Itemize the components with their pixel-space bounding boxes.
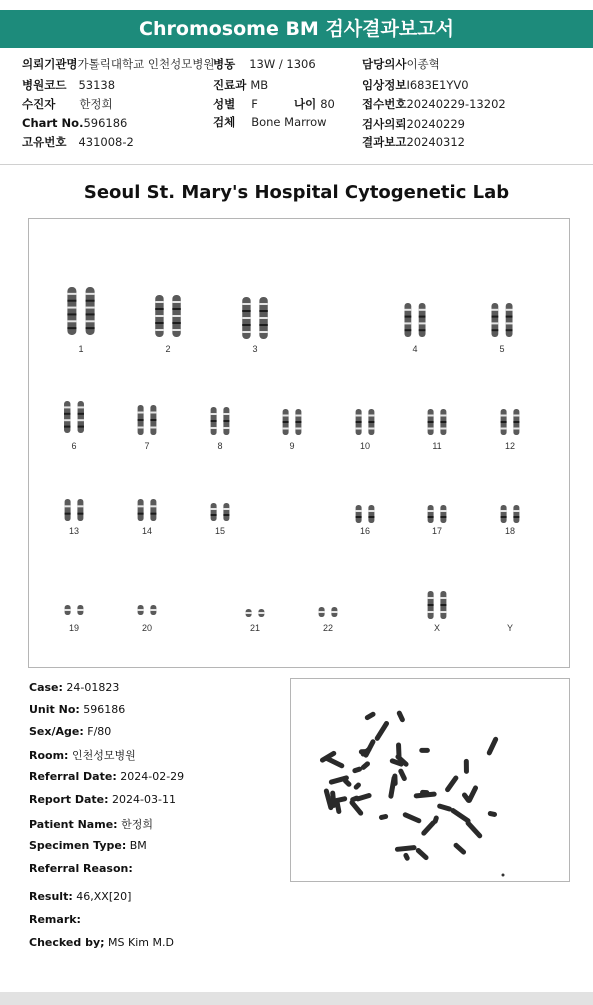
chromosome-label: 4 — [412, 344, 418, 354]
chromosome-10 — [356, 409, 375, 451]
chromosome-19 — [65, 605, 84, 633]
case-field: Case: 24-01823 — [29, 681, 120, 694]
chromosome-band — [506, 309, 513, 311]
metaphase-chromosome — [486, 736, 499, 756]
chromosome-band — [356, 428, 362, 430]
report-date-field: Report Date: 2024-03-11 — [29, 793, 176, 806]
specimen-type-field: Specimen Type: BM — [29, 839, 147, 852]
chromosome-band — [223, 508, 229, 510]
chromosome-band — [491, 322, 498, 324]
chromosome-label: X — [433, 623, 441, 633]
chromosome-band — [428, 421, 434, 423]
metaphase-chromosome — [378, 813, 388, 820]
field-ward: 병동 13W / 1306 — [213, 57, 316, 71]
chromosome-band — [428, 604, 434, 606]
lab-title: Seoul St. Mary's Hospital Cytogenetic Lab — [83, 182, 510, 203]
chromosome-band — [138, 609, 144, 611]
metaphase-chromosome — [403, 852, 411, 861]
metaphase-chromosome — [444, 774, 459, 793]
chromosome-15 — [211, 503, 230, 536]
chromosome-21 — [246, 609, 265, 633]
chromosome-band — [506, 329, 513, 331]
chromosome-band — [242, 317, 250, 319]
chromosome-label: 2 — [165, 344, 171, 354]
chromosome-band — [67, 307, 76, 309]
field-patient: 수진자 한정희 — [22, 97, 113, 111]
chromosome-band — [64, 426, 70, 428]
chromosome-band — [259, 317, 267, 319]
chromatid — [64, 401, 70, 433]
chromosome-band — [404, 329, 411, 331]
chromosome-11 — [428, 409, 447, 451]
chromosome-band — [319, 611, 325, 613]
chromosome-13 — [65, 499, 84, 536]
chromatid — [428, 505, 434, 523]
metaphase-chromosome — [352, 766, 363, 774]
chromosome-band — [64, 419, 70, 421]
sex-age-field: Sex/Age: F/80 — [29, 725, 112, 738]
chromosome-band — [368, 421, 374, 423]
chromosome-band — [172, 301, 180, 303]
chromatid — [419, 303, 426, 337]
chromosome-band — [513, 415, 519, 417]
chromosome-label: 15 — [214, 526, 226, 536]
chromosome-band — [259, 303, 267, 305]
chromosome-label: Y — [506, 623, 514, 633]
chromosome-band — [419, 329, 426, 331]
chromosome-band — [283, 415, 289, 417]
chromosome-band — [428, 597, 434, 599]
chromosome-band — [150, 609, 156, 611]
field-hospital-code: 병원코드 53138 — [22, 78, 116, 92]
chromosome-16 — [356, 505, 375, 536]
chromosome-band — [242, 324, 250, 326]
chromosome-band — [419, 309, 426, 311]
field-report-date: 결과보고20240312 — [362, 135, 465, 149]
chromosome-band — [64, 413, 70, 415]
metaphase-chromosome — [402, 811, 422, 824]
chromosome-x — [428, 591, 447, 633]
chromosome-band — [295, 421, 301, 423]
chromosome-17 — [428, 505, 447, 536]
chromosome-label: 6 — [71, 441, 77, 451]
chromosome-band — [138, 513, 144, 515]
metaphase-chromosome — [388, 775, 397, 799]
chromosome-8 — [211, 407, 230, 451]
chromosome-band — [513, 516, 519, 518]
chromosome-band — [150, 419, 156, 421]
field-institution: 의뢰기관명가톨릭대학교 인천성모병원 — [22, 57, 215, 71]
chromosome-band — [513, 421, 519, 423]
patient-info-block — [0, 48, 593, 165]
chromosome-band — [67, 293, 76, 295]
chromosome-label: 7 — [144, 441, 150, 451]
chromosome-22 — [319, 607, 338, 633]
chromosome-band — [428, 428, 434, 430]
chromatid — [368, 505, 374, 523]
metaphase-chromosome — [453, 842, 468, 856]
chromosome-band — [356, 516, 362, 518]
chromosome-label: 21 — [249, 623, 261, 633]
chromosome-band — [242, 310, 250, 312]
chromosome-band — [211, 413, 217, 415]
chromosome-6 — [64, 401, 84, 451]
chromosome-label: 19 — [68, 623, 80, 633]
chromosome-label: 11 — [432, 441, 442, 451]
chromosome-band — [506, 316, 513, 318]
chromosome-y — [507, 623, 513, 633]
metaphase-chromosome — [363, 738, 377, 758]
chromosome-band — [440, 516, 446, 518]
chromosome-band — [223, 420, 229, 422]
chromosome-5 — [491, 303, 512, 354]
chromosome-band — [295, 415, 301, 417]
metaphase-chromosome — [464, 759, 469, 774]
chromosome-band — [78, 419, 84, 421]
field-request-date: 검사의뢰20240229 — [362, 117, 465, 131]
chromosome-12 — [501, 409, 520, 451]
metaphase-chromosome — [415, 847, 430, 861]
chromosome-band — [64, 406, 70, 408]
chromatid — [501, 505, 507, 523]
report-body — [0, 172, 593, 992]
chromosome-band — [331, 611, 337, 613]
chromatid — [491, 303, 498, 337]
chromosome-label: 20 — [141, 623, 153, 633]
chromosome-label: 18 — [504, 526, 516, 536]
metaphase-chromosome — [419, 748, 430, 753]
chromosome-band — [404, 316, 411, 318]
chromosome-band — [155, 308, 163, 310]
chromosome-band — [155, 322, 163, 324]
chromosome-band — [501, 428, 507, 430]
field-age: 나이 80 — [294, 97, 335, 111]
chromosome-label: 10 — [359, 441, 371, 451]
chromatid — [211, 503, 217, 521]
chromosome-band — [211, 427, 217, 429]
metaphase-image — [291, 679, 569, 881]
metaphase-chromosome — [333, 796, 347, 804]
chromatid — [78, 401, 84, 433]
chromosome-band — [86, 313, 95, 315]
checked-by-field: Checked by; MS Kim M.D — [29, 936, 174, 949]
chromosome-band — [440, 421, 446, 423]
karyotype-image — [29, 219, 569, 667]
field-clinical-info: 임상정보I683E1YV0 — [362, 78, 469, 92]
chromosome-7 — [138, 405, 157, 451]
field-chart-no: Chart No.596186 — [22, 116, 128, 130]
report-title: Chromosome BM 검사결과보고서 — [0, 10, 593, 48]
chromosome-band — [211, 420, 217, 422]
metaphase-chromosome — [359, 749, 369, 754]
chromosome-band — [440, 597, 446, 599]
chromatid — [223, 503, 229, 521]
chromosome-band — [368, 428, 374, 430]
chromosome-band — [86, 320, 95, 322]
chromosome-3 — [242, 297, 268, 354]
chromosome-band — [501, 510, 507, 512]
chromosome-band — [155, 315, 163, 317]
chromosome-14 — [138, 499, 157, 536]
chromosome-band — [223, 413, 229, 415]
chromatid — [356, 505, 362, 523]
chromosome-band — [356, 510, 362, 512]
chromatid — [513, 505, 519, 523]
chromosome-band — [440, 510, 446, 512]
chromosome-band — [404, 322, 411, 324]
field-department: 진료과 MB — [213, 78, 269, 92]
chromosome-band — [86, 300, 95, 302]
chromosome-band — [283, 428, 289, 430]
metaphase-chromosome — [395, 845, 417, 852]
chromosome-band — [428, 611, 434, 613]
metaphase-chromosome — [465, 819, 484, 839]
chromosome-2 — [155, 295, 181, 354]
chromatid — [138, 499, 144, 521]
metaphase-chromosome — [374, 720, 390, 742]
field-specimen: 검체 Bone Marrow — [213, 115, 327, 129]
chromosome-20 — [138, 605, 157, 633]
chromosome-band — [368, 510, 374, 512]
chromosome-band — [404, 309, 411, 311]
chromosome-band — [501, 415, 507, 417]
chromosome-label: 13 — [68, 526, 80, 536]
metaphase-chromosome — [397, 768, 407, 782]
metaphase-chromosome — [487, 811, 497, 818]
chromosome-band — [259, 310, 267, 312]
page-footer — [0, 992, 593, 1005]
chromosome-label: 16 — [359, 526, 371, 536]
chromosome-band — [67, 300, 76, 302]
chromosome-label: 8 — [217, 441, 223, 451]
chromosome-band — [65, 513, 71, 515]
field-sex: 성별 F — [213, 97, 258, 111]
chromosome-band — [138, 419, 144, 421]
chromosome-band — [77, 513, 83, 515]
chromosome-band — [283, 421, 289, 423]
chromatid — [65, 499, 71, 521]
chromosome-band — [78, 413, 84, 415]
metaphase-chromosome — [396, 742, 402, 759]
chromosome-band — [440, 604, 446, 606]
chromosome-band — [428, 510, 434, 512]
chromosome-band — [150, 505, 156, 507]
chromosome-band — [172, 308, 180, 310]
chromosome-band — [77, 505, 83, 507]
chromosome-band — [258, 612, 264, 614]
chromosome-4 — [404, 303, 425, 354]
chromatid — [440, 505, 446, 523]
chromosome-band — [138, 412, 144, 414]
chromosome-band — [356, 415, 362, 417]
chromosome-1 — [67, 287, 94, 354]
chromosome-band — [295, 428, 301, 430]
patient-name-field: Patient Name: 한정희 — [29, 818, 153, 831]
result-field: Result: 46,XX[20] — [29, 890, 132, 903]
metaphase-chromosome — [396, 710, 406, 723]
unit-no-field: Unit No: 596186 — [29, 703, 126, 716]
chromosome-band — [368, 415, 374, 417]
chromosome-band — [86, 307, 95, 309]
report-header — [0, 0, 593, 172]
chromosome-9 — [283, 409, 302, 451]
chromosome-band — [491, 309, 498, 311]
chromosome-band — [428, 516, 434, 518]
chromosome-band — [242, 303, 250, 305]
chromosome-band — [259, 331, 267, 333]
chromosome-band — [491, 316, 498, 318]
chromosome-band — [78, 426, 84, 428]
chromosome-band — [223, 427, 229, 429]
chromosome-band — [491, 329, 498, 331]
chromosome-18 — [501, 505, 520, 536]
karyotype-panel — [28, 218, 570, 668]
chromosome-band — [428, 415, 434, 417]
chromosome-band — [246, 612, 252, 614]
room-field: Room: 인천성모병원 — [29, 749, 136, 762]
chromosome-band — [356, 421, 362, 423]
chromosome-label: 1 — [78, 344, 84, 354]
metaphase-chromosome — [355, 792, 372, 802]
chromosome-band — [419, 316, 426, 318]
chromosome-band — [513, 428, 519, 430]
debris-dot — [502, 874, 505, 877]
chromosome-band — [86, 327, 95, 329]
chromosome-band — [65, 609, 71, 611]
chromosome-band — [259, 324, 267, 326]
chromosome-band — [86, 293, 95, 295]
chromosome-band — [501, 516, 507, 518]
chromosome-band — [65, 505, 71, 507]
chromosome-band — [155, 301, 163, 303]
metaphase-chromosome — [364, 711, 377, 721]
chromosome-band — [150, 427, 156, 429]
chromosome-band — [78, 406, 84, 408]
chromosome-band — [172, 315, 180, 317]
referral-reason-field: Referral Reason: — [29, 862, 133, 875]
referral-date-field: Referral Date: 2024-02-29 — [29, 770, 185, 783]
chromosome-label: 22 — [322, 623, 334, 633]
chromosome-band — [440, 428, 446, 430]
chromatid — [77, 499, 83, 521]
field-doctor: 담당의사이종혁 — [362, 57, 440, 71]
chromosome-label: 17 — [431, 526, 443, 536]
chromosome-label: 12 — [504, 441, 516, 451]
chromosome-band — [211, 508, 217, 510]
metaphase-chromosome — [420, 790, 430, 796]
chromatid — [506, 303, 513, 337]
chromosome-band — [138, 427, 144, 429]
chromosome-band — [67, 313, 76, 315]
chromosome-band — [506, 322, 513, 324]
chromosome-band — [172, 322, 180, 324]
remark-field: Remark: — [29, 913, 81, 926]
chromatid — [404, 303, 411, 337]
chromosome-band — [150, 513, 156, 515]
metaphase-panel — [290, 678, 570, 882]
chromosome-label: 9 — [289, 441, 295, 451]
chromosome-band — [172, 329, 180, 331]
metaphase-chromosome — [348, 799, 364, 817]
chromosome-label: 14 — [141, 526, 153, 536]
chromosome-band — [150, 412, 156, 414]
chromosome-band — [223, 514, 229, 516]
chromosome-band — [77, 609, 83, 611]
chromosome-band — [67, 320, 76, 322]
chromatid — [150, 499, 156, 521]
chromosome-label: 3 — [252, 344, 258, 354]
chromosome-band — [155, 329, 163, 331]
field-receipt-number: 접수번호20240229-13202 — [362, 97, 506, 111]
chromosome-band — [440, 415, 446, 417]
chromosome-band — [211, 514, 217, 516]
chromosome-band — [242, 331, 250, 333]
chromosome-label: 5 — [499, 344, 505, 354]
metaphase-chromosome — [437, 803, 453, 812]
chromosome-band — [440, 611, 446, 613]
chromosome-band — [501, 421, 507, 423]
chromosome-band — [368, 516, 374, 518]
chromosome-band — [513, 510, 519, 512]
chromosome-band — [67, 327, 76, 329]
chromosome-band — [138, 505, 144, 507]
metaphase-chromosome — [353, 781, 362, 790]
field-unique-number: 고유번호 431008-2 — [22, 135, 134, 149]
chromosome-band — [419, 322, 426, 324]
